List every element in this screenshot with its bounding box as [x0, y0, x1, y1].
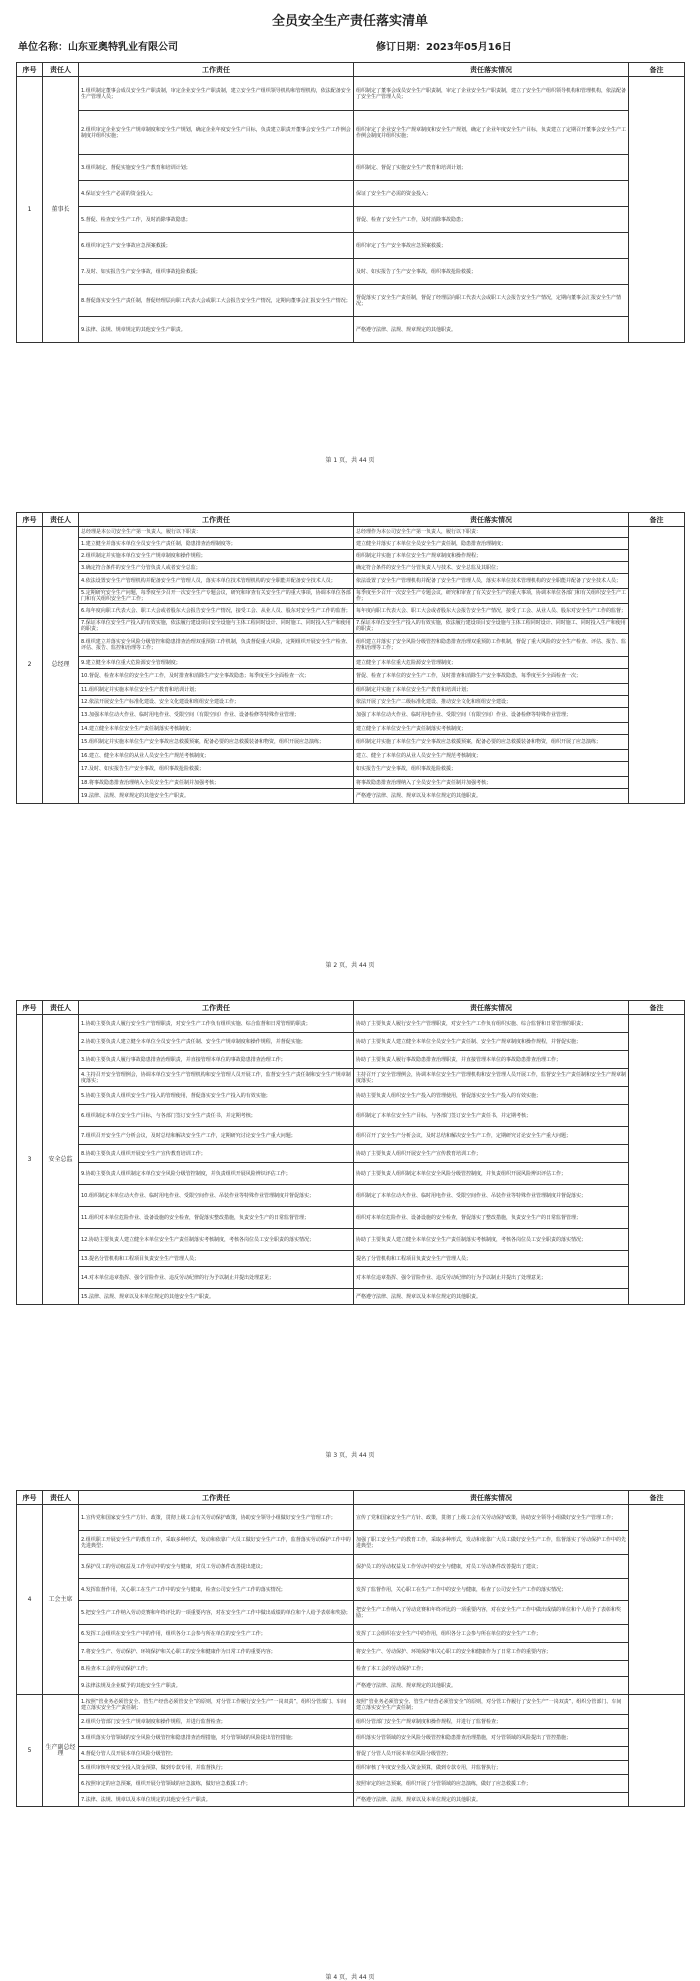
responsible-person: 工会主席	[43, 1505, 79, 1695]
implementation-cell: 组织建立并落实了安全风险分级管控和隐患排查治理双重预防工作机制，督促了重大风险的安全生产检查、评估、报告、监控和治理等工作；	[354, 634, 629, 657]
page-footer: 第 1 页，共 44 页	[325, 457, 375, 464]
duty-cell: 8.检查本工会的劳动保护工作；	[79, 1661, 354, 1677]
table-row	[17, 1643, 685, 1661]
responsible-person: 安全总监	[43, 1015, 79, 1305]
responsible-person: 总经理	[43, 527, 79, 804]
table-row	[17, 1069, 685, 1087]
table-page-3	[16, 1000, 684, 1305]
table-row	[17, 207, 685, 233]
table-row	[17, 1579, 685, 1601]
duty-cell: 18.将事故隐患排查治理纳入全员安全生产责任制并加强考核；	[79, 777, 354, 789]
revision-date: 修订日期：2023年05月16日	[376, 42, 512, 53]
duty-cell: 6.组织制定本单位安全生产目标，与各部门签订安全生产责任书，并定期考核；	[79, 1105, 354, 1127]
table-row	[17, 527, 685, 538]
remarks-cell	[629, 1015, 685, 1305]
column-header: 工作责任	[79, 1001, 354, 1015]
duty-cell: 6.每年度向职工代表大会、职工大会或者股东大会报告安全生产情况，接受工会、从业人员、股东对安全生产工作的监督；	[79, 604, 354, 619]
table-row	[17, 789, 685, 804]
duty-cell: 7.及时、如实报告生产安全事故，组织事故抢险救援；	[79, 259, 354, 285]
implementation-cell: 及时、如实报告了生产安全事故，组织事故抢险救援；	[354, 259, 629, 285]
column-header: 备注	[629, 63, 685, 77]
implementation-cell: 发挥了工会组织在安全生产中的作用，组织各分工会参与所在单位的安全生产工作；	[354, 1625, 629, 1643]
duty-cell: 3.组织落实分管领域的安全风险分级管控和隐患排查治理措施，对分管领域的风险提出管控措施；	[79, 1729, 354, 1747]
implementation-cell: 加强了本单位动火作业、临时用电作业、受限空间（有限空间）作业、设备检修等特殊作业管理；	[354, 708, 629, 723]
duty-cell: 1.宣传党和国家安全生产方针、政策，贯彻上级工会有关劳动保护政策，协助安全领导小组做好安全生产管理工作；	[79, 1505, 354, 1531]
duty-cell: 5.督促、检查安全生产工作，及时消除事故隐患；	[79, 207, 354, 233]
column-header: 序号	[17, 63, 43, 77]
table-row	[17, 1531, 685, 1555]
duty-cell: 3.组织制定、督促实施安全生产教育和培训计划；	[79, 155, 354, 181]
implementation-cell: 将安全生产、劳动保护、环境保护和关心职工的安全和健康作为了日常工作的重要内容；	[354, 1643, 629, 1661]
table-row	[17, 1695, 685, 1715]
implementation-cell: 严格遵守法律、法规、规章以及本单位规定的其他职责。	[354, 789, 629, 804]
duty-cell: 6.组织审定生产安全事故应急预案救援；	[79, 233, 354, 259]
implementation-cell: 组织制定了本单位安全生产目标，与各部门签订安全生产责任书，并定期考核；	[354, 1105, 629, 1127]
implementation-cell: 建立健全了本单位重大危险源安全管理制度；	[354, 657, 629, 669]
implementation-cell: 加强了职工安全生产的教育工作，采取多种形式，发动和依靠广大员工做好安全生产工作，监督落实了劳动保护工作中的先进典型；	[354, 1531, 629, 1555]
duty-cell: 5.组织审核年度安全投入资金预算，做到专款专用，并监督执行；	[79, 1761, 354, 1775]
column-header: 备注	[629, 1491, 685, 1505]
table-row	[17, 1661, 685, 1677]
implementation-cell: 严格遵守法律、法规、规章以及本单位规定的其他职责。	[354, 1793, 629, 1807]
implementation-cell: 组织审核了年度安全投入资金预算，做到专款专用，并监督执行；	[354, 1761, 629, 1775]
duty-cell: 3.协助主要负责人履行事故隐患排查治理职责，并直接管理本单位的事故隐患排查治理工作；	[79, 1051, 354, 1069]
column-header: 序号	[17, 1001, 43, 1015]
duty-cell: 15.法律、法规、规章以及本单位规定的其他安全生产职责。	[79, 1289, 354, 1305]
duty-cell: 19.法律、法规、规章规定的其他安全生产职责。	[79, 789, 354, 804]
duty-cell: 2.组织分管部门安全生产规章制度和操作规程，并进行监督检查；	[79, 1715, 354, 1729]
table-row	[17, 657, 685, 669]
implementation-cell: 建立健全了本单位安全生产责任制落实考核制度；	[354, 723, 629, 735]
duty-cell: 13.加强本单位动火作业、临时用电作业、受限空间（有限空间）作业、设备检修等特殊作业管理；	[79, 708, 354, 723]
duty-cell: 4.主持召开安全管理例会，协调本单位安全生产管理机构和安全管理人员开展工作，监督安全生产责任制和安全生产规章制度落实；	[79, 1069, 354, 1087]
duty-cell: 14.建立健全本单位安全生产责任制落实考核制度；	[79, 723, 354, 735]
implementation-cell: 严格遵守法律、法规、规章规定的其他职责。	[354, 1677, 629, 1695]
table-row	[17, 538, 685, 550]
table-row	[17, 619, 685, 634]
serial-number: 1	[17, 77, 43, 343]
table-row	[17, 750, 685, 762]
column-header: 工作责任	[79, 513, 354, 527]
remarks-cell	[629, 1505, 685, 1695]
implementation-cell: 保护员工的劳动权益及工作劳动中的安全与健康，对员工劳动条件改善提出了建议；	[354, 1555, 629, 1579]
implementation-cell: 组织制定、督促了实施安全生产教育和培训计划；	[354, 155, 629, 181]
implementation-cell: 组织召开了安全生产分析会议，及时总结和解决安全生产工作，定期研究讨论安全生产重大问题；	[354, 1127, 629, 1145]
table-row	[17, 735, 685, 750]
implementation-cell: 协助了主要负责人履行安全生产管理职责，对安全生产工作负有组织实施、综合监督和日常管理的职责；	[354, 1015, 629, 1033]
implementation-cell: 主持召开了安全管理例会，协调本单位安全生产管理机构和安全管理人员开展工作，监督安全生产责任制和安全生产规章制度落实；	[354, 1069, 629, 1087]
table-row	[17, 1163, 685, 1185]
implementation-cell: 对本单位违章指挥、强令冒险作业、违反劳动纪律的行为予以制止并提出了处理意见；	[354, 1267, 629, 1289]
implementation-cell: 组织制定并实施了本单位安全生产教育和培训计划；	[354, 684, 629, 696]
duty-cell: 7.法律、法规、规章以及本单位规定的其他安全生产职责。	[79, 1793, 354, 1807]
implementation-cell: 协助了主要负责人履行事故隐患排查治理职责，并直接管理本单位的事故隐患排查治理工作；	[354, 1051, 629, 1069]
implementation-cell: 7.保证本单位安全生产投入的有效实施，依法履行建设项目安全设施与主体工程同时设计、同时施工、同时投入生产和使用的职责；	[354, 619, 629, 634]
table-row	[17, 1185, 685, 1207]
duty-cell: 13.提名分管机构和工程项目负责安全生产管理人员；	[79, 1251, 354, 1267]
table-row	[17, 1625, 685, 1643]
table-row	[17, 285, 685, 317]
column-header: 责任人	[43, 513, 79, 527]
duty-cell: 11.组织对本单位危险作业、设备设施的安全检查，督促落实整改措施，负责安全生产的日常监督管理；	[79, 1207, 354, 1229]
duty-cell: 5.定期研究安全生产问题，每季度至少召开一次安全生产专题会议，研究和审查有关安全生产的重大事项，协调本单位各部门和有关组织安全生产工作；	[79, 589, 354, 604]
duty-cell: 15.组织制定并实施本单位生产安全事故应急救援预案，配备必要的应急救援装备和物资，组织开展应急演练；	[79, 735, 354, 750]
serial-number: 5	[17, 1695, 43, 1807]
duty-cell: 1.协助主要负责人履行安全生产管理职责，对安全生产工作负有组织实施、综合监督和日常管理的职责；	[79, 1015, 354, 1033]
implementation-cell: 组织制定并实施了本单位生产安全事故应急救援预案，配备必要的应急救援装备和物资，组织开展了应急演练；	[354, 735, 629, 750]
page-footer: 第 4 页，共 44 页	[325, 1974, 375, 1981]
duty-cell: 8.督促落实安全生产责任制，督促经理层向职工代表大会或职工大会报告安全生产情况，定期向董事会汇报安全生产情况；	[79, 285, 354, 317]
column-header: 责任人	[43, 1491, 79, 1505]
table-row	[17, 708, 685, 723]
table-row	[17, 1555, 685, 1579]
table-row	[17, 696, 685, 708]
implementation-cell: 严格遵守法律、法规、规章规定的其他职责。	[354, 317, 629, 343]
implementation-cell: 协助了主要负责人建立健全本单位全员安全生产责任制、安全生产规章制度和操作规程，并督促实施；	[354, 1033, 629, 1051]
serial-number: 4	[17, 1505, 43, 1695]
table-row	[17, 77, 685, 111]
duty-cell: 8.协助主要负责人组织开展安全生产宣传教育培训工作；	[79, 1145, 354, 1163]
duty-cell: 9.法律法规及企业赋予的其他安全生产职责。	[79, 1677, 354, 1695]
implementation-cell: 组织制定了本单位动火作业、临时用电作业、受限空间作业、吊装作业等特殊作业管理制度并督促落实；	[354, 1185, 629, 1207]
page-footer: 第 3 页，共 44 页	[325, 1452, 375, 1459]
duty-cell: 1.建立健全并落实本单位全员安全生产责任制，隐患排查治理制度等；	[79, 538, 354, 550]
table-row	[17, 1051, 685, 1069]
implementation-cell: 依法开展了安全生产二级标准化建设、推动安全文化和班组安全建设；	[354, 696, 629, 708]
table-page-1	[16, 62, 684, 343]
serial-number: 2	[17, 527, 43, 804]
responsibility-table	[16, 1000, 685, 1305]
column-header: 工作责任	[79, 63, 354, 77]
duty-cell: 1.按照“管业务必须管安全、管生产经营必须管安全”的原则，对分管工作履行安全生产“一岗双责”，组织分管部门、车间建立落实安全生产责任制；	[79, 1695, 354, 1715]
table-row	[17, 634, 685, 657]
duty-cell: 3.保护员工的劳动权益及工作劳动中的安全与健康，对员工劳动条件改善提出建议；	[79, 1555, 354, 1579]
table-page-4	[16, 1490, 684, 1807]
implementation-cell: 督促、检查了本单位的安全生产工作，及时排查和消除生产安全事故隐患，每季度至少全面检查一次；	[354, 669, 629, 684]
table-row	[17, 155, 685, 181]
implementation-cell: 组织落实分管领域的安全风险分级管控和隐患排查治理措施，对分管领域的风险提出了管控措施；	[354, 1729, 629, 1747]
implementation-cell: 发挥了监督作用，关心职工在生产工作中的安全与健康，检查了公司安全生产工作的落实情况；	[354, 1579, 629, 1601]
duty-cell: 2.组织制定并实施本单位安全生产规章制度和操作规程；	[79, 550, 354, 562]
implementation-cell: 如实报告生产安全事故，组织事故抢险救援；	[354, 762, 629, 777]
implementation-cell: 督促、检查了安全生产工作，及时消除事故隐患；	[354, 207, 629, 233]
table-row	[17, 1087, 685, 1105]
implementation-cell: 每年度向职工代表大会、职工大会或者股东大会报告安全生产情况，接受了工会、从业人员、股东对安全生产工作的监督；	[354, 604, 629, 619]
duty-cell: 4.督促分管人员开展本单位风险分级管控；	[79, 1747, 354, 1761]
remarks-cell	[629, 527, 685, 804]
column-header: 工作责任	[79, 1491, 354, 1505]
page-footer: 第 2 页，共 44 页	[325, 962, 375, 969]
implementation-cell: 组织审定了生产安全事故应急预案救援；	[354, 233, 629, 259]
duty-cell: 17.及时、如实报告生产安全事故，组织事故抢险救援；	[79, 762, 354, 777]
table-row	[17, 1747, 685, 1761]
implementation-cell: 检查了本工会的劳动保护工作；	[354, 1661, 629, 1677]
implementation-cell: 严格遵守法律、法规、规章以及本单位规定的其他职责。	[354, 1289, 629, 1305]
duty-cell: 4.发挥监督作用，关心职工在生产工作中的安全与健康，检查公司安全生产工作的落实情况；	[79, 1579, 354, 1601]
implementation-cell: 把安全生产工作纳入了劳动竞赛和年终评比的一项重要内容，对在安全生产工作中做出成绩的单位和个人给予了表彰和奖励；	[354, 1601, 629, 1625]
table-row	[17, 1677, 685, 1695]
implementation-cell: 协助主要负责人组织安全生产投入的管理使用，督促落实安全生产投入的有效实施；	[354, 1087, 629, 1105]
duty-cell: 10.督促、检查本单位的安全生产工作，及时排查和消除生产安全事故隐患；每季度至少全面检查一次；	[79, 669, 354, 684]
duty-cell: 1.组织制定董事会成员安全生产职责制，审定企业安全生产职责制，建立安全生产组织领导机构和管理机构，依法配备安全生产管理人员；	[79, 77, 354, 111]
implementation-cell: 确定符合条件的安全生产分管负责人与技术、安全总监及其职位；	[354, 562, 629, 574]
table-row	[17, 762, 685, 777]
duty-cell: 16.建立、健全本单位的从业人员安全生产规范考核制度；	[79, 750, 354, 762]
document-title: 全员安全生产责任落实清单	[271, 14, 428, 29]
implementation-cell: 督促了分管人员开展本单位风险分级管控；	[354, 1747, 629, 1761]
table-row	[17, 1729, 685, 1747]
table-row	[17, 1033, 685, 1051]
table-row	[17, 1289, 685, 1305]
duty-cell: 2.组织审定企业安全生产规章制度和安全生产规划，确定企业年度安全生产目标，负责建立职责开董事会安全生产工作例会制度并组织实施；	[79, 111, 354, 155]
duty-cell: 5.协助主要负责人组织安全生产投入的管理使用，督促落实安全生产投入的有效实施；	[79, 1087, 354, 1105]
column-header: 备注	[629, 513, 685, 527]
table-row	[17, 574, 685, 589]
responsibility-table	[16, 62, 685, 343]
duty-cell: 6.发挥工会组织在安全生产中的作用，组织各分工会参与所在单位的安全生产工作；	[79, 1625, 354, 1643]
serial-number: 3	[17, 1015, 43, 1305]
table-row	[17, 777, 685, 789]
column-header: 责任落实情况	[354, 1491, 629, 1505]
table-row	[17, 1793, 685, 1807]
implementation-cell: 按照“管业务必须管安全、管生产经营必须管安全”的原则，对分管工作履行了安全生产“一岗双责”，组织分管部门、车间建立落实安全生产责任制；	[354, 1695, 629, 1715]
implementation-cell: 提名了分管机构和工程项目负责安全生产管理人员；	[354, 1251, 629, 1267]
implementation-cell: 协助了主要负责人组织制定本单位安全风险分级管控制度，并负责组织开展风险辨识评估工作；	[354, 1163, 629, 1185]
duty-cell: 4.保证安全生产必需的资金投入；	[79, 181, 354, 207]
column-header: 序号	[17, 513, 43, 527]
table-row	[17, 1105, 685, 1127]
implementation-cell: 宣传了党和国家安全生产方针、政策，贯彻了上级工会有关劳动保护政策，协助安全领导小组做好安全生产管理工作；	[354, 1505, 629, 1531]
duty-cell: 9.协助主要负责人组织制定本单位安全风险分级管控制度，并负责组织开展风险辨识评估工作；	[79, 1163, 354, 1185]
table-row	[17, 1761, 685, 1775]
implementation-cell: 建立健全并落实了本单位全员安全生产责任制，隐患排查治理制度；	[354, 538, 629, 550]
table-row	[17, 259, 685, 285]
table-row	[17, 1015, 685, 1033]
column-header: 备注	[629, 1001, 685, 1015]
duty-cell: 14.对本单位违章指挥、强令冒险作业、违反劳动纪律的行为予以制止并提出处理意见；	[79, 1267, 354, 1289]
table-row	[17, 233, 685, 259]
column-header: 责任落实情况	[354, 63, 629, 77]
responsible-person: 生产副总经理	[43, 1695, 79, 1807]
unit-name: 单位名称：山东亚奥特乳业有限公司	[18, 42, 178, 53]
implementation-cell: 组织对本单位危险作业、设备设施的安全检查，督促落实了整改措施，负责安全生产的日常监督管理；	[354, 1207, 629, 1229]
responsibility-table	[16, 1490, 685, 1807]
column-header: 责任落实情况	[354, 513, 629, 527]
implementation-cell: 组织制定了董事会成员安全生产职责制，审定了企业安全生产职责制，建立了安全生产组织领导机构和管理机构，依法配备了安全生产管理人员；	[354, 77, 629, 111]
table-row	[17, 550, 685, 562]
remarks-cell	[629, 77, 685, 343]
duty-cell: 8.组织建立并落实安全风险分级管控和隐患排查治理双重预防工作机制，负责督促重大风险，定期组织开展安全生产检查、评估、报告、监控和治理等工作；	[79, 634, 354, 657]
table-row	[17, 1229, 685, 1251]
table-row	[17, 604, 685, 619]
duty-cell: 7.保证本单位安全生产投入的有效实施，依法履行建设项目安全设施与主体工程同时设计、同时施工、同时投入生产和使用的职责；	[79, 619, 354, 634]
duty-cell: 4.依法设置安全生产管理机构并配备安全生产管理人员，落实本单位技术管理机构的安全职能并配备安全技术人员；	[79, 574, 354, 589]
table-page-2	[16, 512, 684, 804]
table-row	[17, 1601, 685, 1625]
table-row	[17, 317, 685, 343]
duty-cell: 7.将安全生产、劳动保护、环境保护和关心职工的安全和健康作为日常工作的重要内容；	[79, 1643, 354, 1661]
implementation-cell: 协助了主要负责人建立健全本单位安全生产责任制落实考核制度，考核各岗位员工安全职责的落实情况；	[354, 1229, 629, 1251]
column-header: 序号	[17, 1491, 43, 1505]
implementation-cell: 建立、健全了本单位的从业人员安全生产规范考核制度；	[354, 750, 629, 762]
implementation-cell: 保证了安全生产必需的资金投入；	[354, 181, 629, 207]
column-header: 责任人	[43, 1001, 79, 1015]
implementation-cell: 督促落实了安全生产责任制，督促了经理层向职工代表大会或职工大会报告安全生产情况，定期向董事会汇报安全生产情况；	[354, 285, 629, 317]
table-row	[17, 723, 685, 735]
duty-cell: 11.组织制定并实施本单位安全生产教育和培训计划；	[79, 684, 354, 696]
duty-cell: 10.组织制定本单位动火作业、临时用电作业、受限空间作业、吊装作业等特殊作业管理制度并督促落实；	[79, 1185, 354, 1207]
table-row	[17, 1251, 685, 1267]
table-row	[17, 562, 685, 574]
implementation-cell: 依法设置了安全生产管理机构并配备了安全生产管理人员，落实本单位技术管理机构的安全职能并配备了安全技术人员；	[354, 574, 629, 589]
duty-cell: 6.按照审定的应急预案，组织开展分管领域的应急演练，做好应急救援工作；	[79, 1775, 354, 1793]
implementation-cell: 按照审定的应急预案，组织开展了分管领域的应急演练，做好了应急救援工作；	[354, 1775, 629, 1793]
table-row	[17, 1127, 685, 1145]
table-row	[17, 1267, 685, 1289]
implementation-cell: 组织分管部门安全生产规章制度和操作规程，并进行了监督检查；	[354, 1715, 629, 1729]
table-row	[17, 1207, 685, 1229]
implementation-cell: 组织审定了企业安全生产规章制度和安全生产规划，确定了企业年度安全生产目标，负责建立了定期召开董事会安全生产工作例会制度并组织实施；	[354, 111, 629, 155]
duty-cell: 9.建立健全本单位重大危险源安全管理制度；	[79, 657, 354, 669]
responsible-person: 董事长	[43, 77, 79, 343]
duty-cell: 12.依法开展安全生产标准化建设、安全文化建设和班组安全建设工作；	[79, 696, 354, 708]
table-row	[17, 181, 685, 207]
implementation-cell: 总经理作为本公司安全生产第一负责人，履行以下职责：	[354, 527, 629, 538]
duty-cell: 2.协助主要负责人建立健全本单位全员安全生产责任制、安全生产规章制度和操作规程，并督促实施；	[79, 1033, 354, 1051]
duty-cell: 总经理是本公司安全生产第一负责人，履行以下职责：	[79, 527, 354, 538]
implementation-cell: 每季度至少召开一次安全生产专题会议，研究和审查了有关安全生产的重大事项，协调本单位各部门和有关组织安全生产工作；	[354, 589, 629, 604]
duty-cell: 5.把安全生产工作纳入劳动竞赛和年终评比的一项重要内容，对在安全生产工作中做出成绩的单位和个人给予表彰和奖励；	[79, 1601, 354, 1625]
table-row	[17, 1715, 685, 1729]
duty-cell: 9.法律、法规、规章规定的其他安全生产职责。	[79, 317, 354, 343]
duty-cell: 2.组织职工开展安全生产的教育工作，采取多种形式，发动和依靠广大员工做好安全生产工作，监督落实劳动保护工作中的先进典型；	[79, 1531, 354, 1555]
table-row	[17, 1505, 685, 1531]
duty-cell: 7.组织召开安全生产分析会议，及时总结和解决安全生产工作，定期研究讨论安全生产重大问题；	[79, 1127, 354, 1145]
responsibility-table	[16, 512, 685, 804]
implementation-cell: 组织制定并实施了本单位安全生产规章制度和操作规程；	[354, 550, 629, 562]
table-row	[17, 1775, 685, 1793]
table-row	[17, 669, 685, 684]
table-row	[17, 684, 685, 696]
remarks-cell	[629, 1695, 685, 1807]
duty-cell: 3.确定符合条件的安全生产分管负责人或者安全总监；	[79, 562, 354, 574]
implementation-cell: 协助了主要负责人组织开展安全生产宣传教育培训工作；	[354, 1145, 629, 1163]
duty-cell: 12.协助主要负责人建立健全本单位安全生产责任制落实考核制度，考核各岗位员工安全职责的落实情况；	[79, 1229, 354, 1251]
table-row	[17, 1145, 685, 1163]
table-row	[17, 589, 685, 604]
table-row	[17, 111, 685, 155]
column-header: 责任落实情况	[354, 1001, 629, 1015]
column-header: 责任人	[43, 63, 79, 77]
implementation-cell: 将事故隐患排查治理纳入了全员安全生产责任制并加强考核；	[354, 777, 629, 789]
